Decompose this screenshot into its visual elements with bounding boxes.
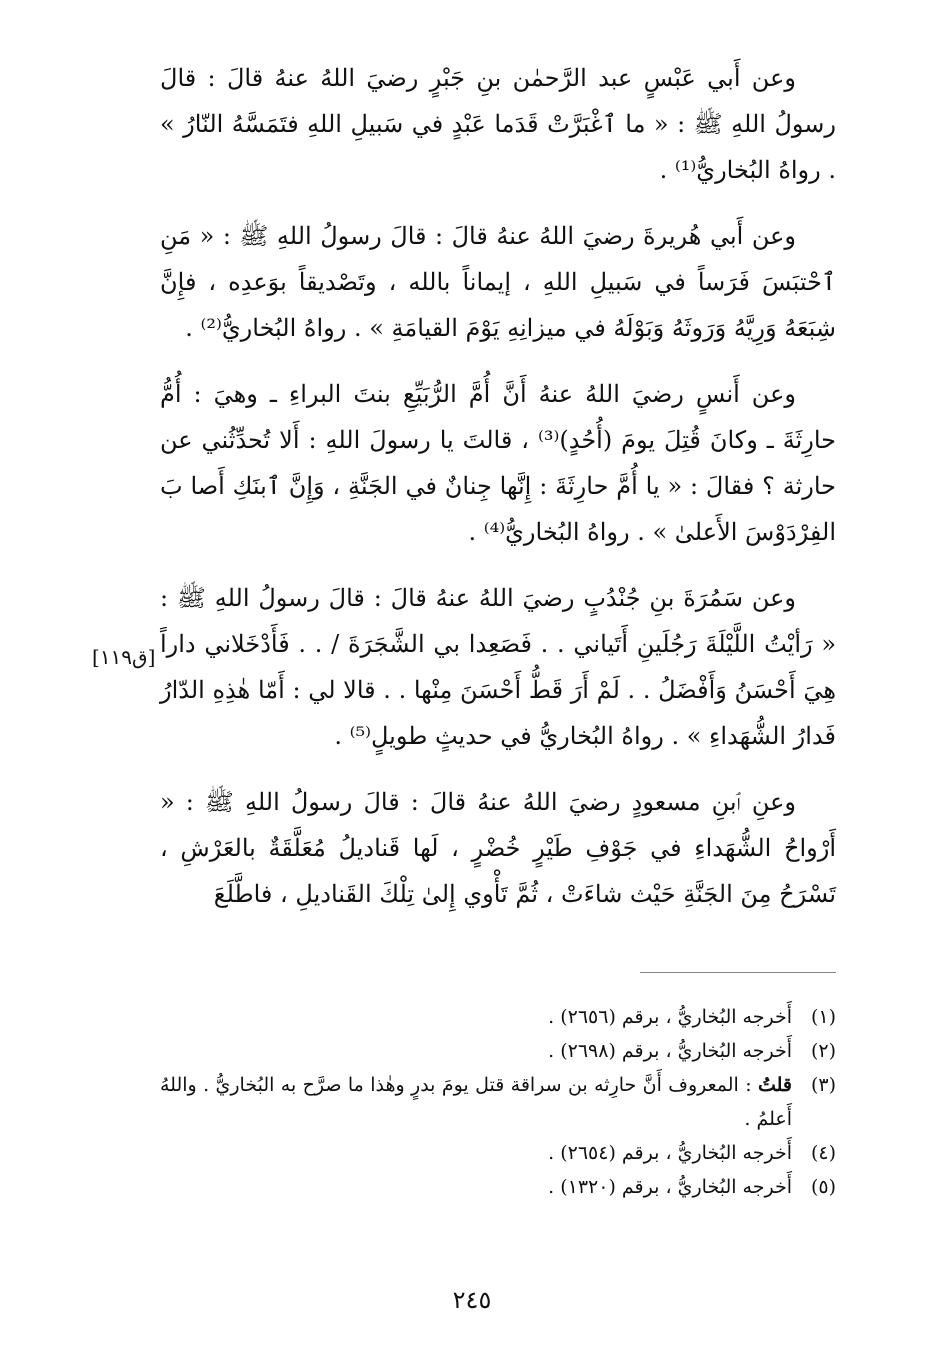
footnote <box>160 1034 836 1068</box>
page-number: ٢٤٥ <box>452 1286 492 1314</box>
footnote <box>160 1000 836 1034</box>
hadith-paragraph: وعن أَنسٍ رضيَ اللهُ عنهُ أَنَّ أُمَّ الرُّبَيِّعِ بنتَ البراءِ ـ وهيَ : أُمُّ حارِثَةَ ـ وكانَ قُتِلَ يومَ (أُحُدٍ)⁽³⁾ ، قالتَ يا رسولَ اللهِ : أَلا تُحدِّثُني عن حارثة ؟ فقالَ : « يا أُمَّ حارِثَةَ : إِنَّها جِنانٌ في الجَنَّةِ ، وَإِنَّ ٱبنَكِ أَصا بَ الفِرْدَوْسَ الأَعلىٰ » . رواهُ البُخاريُّ⁽⁴⁾ . <box>160 380 837 546</box>
hadith-paragraph: وعن أَبي عَبْسٍ عبد الرَّحمٰن بنِ جَبْرٍ رضيَ اللهُ عنهُ قالَ : قالَ رسولُ اللهِ ﷺ : « ما ٱغْبَرَّتْ قَدَما عَبْدٍ في سَبيلِ اللهِ فتَمَسَّهُ النّارُ » . رواهُ البُخاريُّ⁽¹⁾ . <box>160 64 836 184</box>
footnote-text: أَخرجه البُخاريُّ ، برقم (١٣٢٠) . <box>548 1176 792 1198</box>
footnotes <box>160 1000 836 1204</box>
footnote-text: : المعروف أَنَّ حارِثه بن سراقة قتل يومَ بدرٍ وهٰذا ما صرَّح به البُخاريُّ . واللهُ أَعلمُ . <box>160 1074 792 1130</box>
footnote-number: (١) <box>810 1006 836 1028</box>
footnote-text: أَخرجه البُخاريُّ ، برقم (٢٦٩٨) . <box>548 1040 792 1062</box>
footnote-number: (٢) <box>810 1040 836 1062</box>
footnote-bold-lead: قلتُ <box>757 1074 792 1096</box>
footnote-text: أَخرجه البُخاريُّ ، برقم (٢٦٥٤) . <box>548 1142 792 1164</box>
footnote-number: (٥) <box>810 1176 836 1198</box>
footnote-divider <box>640 972 836 973</box>
hadith-paragraph: وعنِ ٱبنِ مسعودٍ رضيَ اللهُ عنهُ قالَ : قالَ رسولُ اللهِ ﷺ : « أَرْواحُ الشُّهَداءِ في جَوْفِ طَيْرٍ خُضْرٍ ، لَها قَناديلُ مُعَلَّقَةٌ بالعَرْشِ ، تَسْرَحُ مِنَ الجَنَّةِ حَيْث شاءَتْ ، ثُمَّ تَأْوي إِلىٰ تِلْكَ القَناديلِ ، فاطَّلَعَ <box>160 788 836 908</box>
footnote <box>160 1068 836 1136</box>
footnote <box>160 1170 836 1204</box>
footnote <box>160 1136 836 1170</box>
hadith-paragraph: وعن أَبي هُريرةَ رضيَ اللهُ عنهُ قالَ : قالَ رسولُ اللهِ ﷺ : « مَنِ ٱحْتبَسَ فَرَساً في سَبيلِ اللهِ ، إيماناً بالله ، وتَصْديقاً بوَعدِه ، فإِنَّ شِبَعَهُ وَرِيَّهُ وَرَوثَهُ وَبَوْلَهُ في ميزانِهِ يَوْمَ القيامَةِ » . رواهُ البُخاريُّ⁽²⁾ . <box>160 222 836 342</box>
footnote-text-wrapper <box>160 1068 792 1136</box>
hadith-paragraph: وعن سَمُرَةَ بنِ جُنْدُبٍ رضيَ اللهُ عنهُ قالَ : قالَ رسولُ اللهِ ﷺ : « رَأيْتُ اللَّيْلَةَ رَجُلَينِ أَتَياني . . فَصَعِدا بي الشَّجَرَةَ / . . فَأَدْخَلاني داراً هِيَ أَحْسَنُ وَأَفْضَلُ . . لَمْ أَرَ قَطُّ أَحْسَنَ مِنْها . . قالا لي : أَمّا هٰذِهِ الدّارُ فَدارُ الشُّهَداءِ » . رواهُ البُخاريُّ في حديثٍ طويلٍ⁽⁵⁾ . <box>160 584 836 750</box>
footnote-text: أَخرجه البُخاريُّ ، برقم (٢٦٥٦) . <box>548 1006 792 1028</box>
footnote-number: (٣) <box>810 1074 836 1096</box>
manuscript-margin-note: [ق١١٩] <box>92 645 156 669</box>
footnote-number: (٤) <box>810 1142 836 1164</box>
main-text <box>160 55 836 937</box>
